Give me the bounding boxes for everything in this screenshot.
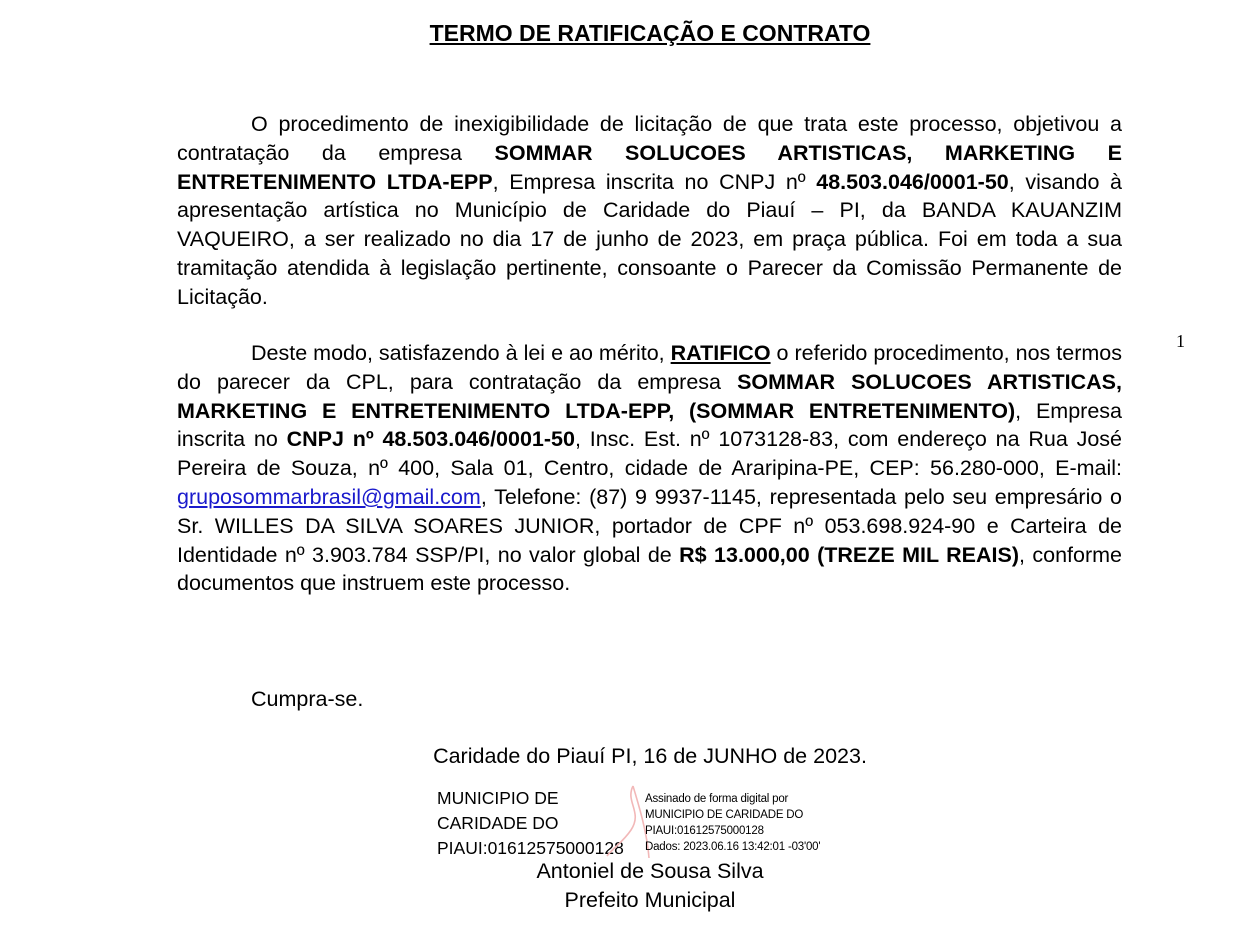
digital-signature-line: PIAUI:01612575000128 — [645, 825, 764, 837]
p2-text-6: , conforme documentos que instruem este processo. — [177, 542, 1123, 596]
p1-text-2: , Empresa inscrita no CNPJ nº — [492, 169, 817, 194]
signature-name-line: CARIDADE DO — [437, 813, 559, 833]
p1-cnpj: 48.503.046/0001-50 — [816, 169, 1009, 194]
signature-name-line: MUNICIPIO DE — [437, 788, 559, 808]
page-number: 1 — [1176, 331, 1185, 351]
p2-text-2: o referido procedimento, nos termos do parecer da CPL, para contratação da empresa — [177, 341, 1122, 394]
document-title: TERMO DE RATIFICAÇÃO E CONTRATO — [429, 20, 871, 46]
p2-text-3: , Empresa inscrita no — [177, 398, 1122, 452]
paragraph-ratification — [177, 339, 1122, 598]
ratifico-word: RATIFICO — [670, 341, 771, 365]
email-link[interactable]: gruposommarbrasil@gmail.com — [177, 484, 481, 509]
p2-text-4: , Insc. Est. nº 1073128-83, com endereço na Rua José Pereira de Souza, nº 400, Sala 01, Centro, cidade de Araripina-PE, CEP: 56.280-000, E-mail: — [177, 427, 1123, 481]
digital-signature-line: Dados: 2023.06.16 13:42:01 -03'00' — [645, 841, 821, 853]
signer-role: Prefeito Municipal — [564, 888, 736, 912]
p2-text-5: , Telefone: (87) 9 9937-1145, representada pelo seu empresário o Sr. WILLES DA SILVA SOARES JUNIOR, portador de CPF nº 053.698.924-90 e Carteira de Identidade nº 3.903.784 SSP/PI, no valor global de — [177, 484, 1122, 567]
p1-text-1: O procedimento de inexigibilidade de licitação de que trata este processo, objetivou a contratação da empresa — [177, 112, 1122, 165]
p1-text-3: , visando à apresentação artística no Município de Caridade do Piauí – PI, da BANDA KAUANZIM VAQUEIRO, a ser realizado no dia 17 de junho de 2023, em praça pública. Foi em toda a sua tramitação atendida à legislação pertinente, consoante o Parecer da Comissão Permanente de Licitação. — [177, 169, 1122, 309]
p2-cnpj: CNPJ nº 48.503.046/0001-50 — [286, 427, 575, 452]
digital-signature-details — [645, 791, 865, 855]
p2-text-1: Deste modo, satisfazendo à lei e ao mérito, — [251, 341, 671, 365]
signer-name: Antoniel de Sousa Silva — [536, 859, 764, 883]
digital-signature-line: Assinado de forma digital por — [645, 793, 789, 805]
p1-company-name: SOMMAR SOLUCOES ARTISTICAS, MARKETING E ENTRETENIMENTO LTDA-EPP — [177, 140, 1123, 194]
paragraph-procedure — [177, 110, 1122, 312]
closing-text: Cumpra-se. — [251, 687, 364, 711]
signature-name-line: PIAUI:01612575000128 — [437, 838, 624, 858]
digital-signature-line: MUNICIPIO DE CARIDADE DO — [645, 809, 804, 821]
p2-total-value: R$ 13.000,00 (TREZE MIL REAIS) — [679, 542, 1020, 567]
place-date: Caridade do Piauí PI, 16 de JUNHO de 2023. — [433, 744, 867, 768]
p2-company-name: SOMMAR SOLUCOES ARTISTICAS, MARKETING E ENTRETENIMENTO LTDA-EPP, (SOMMAR ENTRETENIMENTO) — [177, 369, 1122, 423]
